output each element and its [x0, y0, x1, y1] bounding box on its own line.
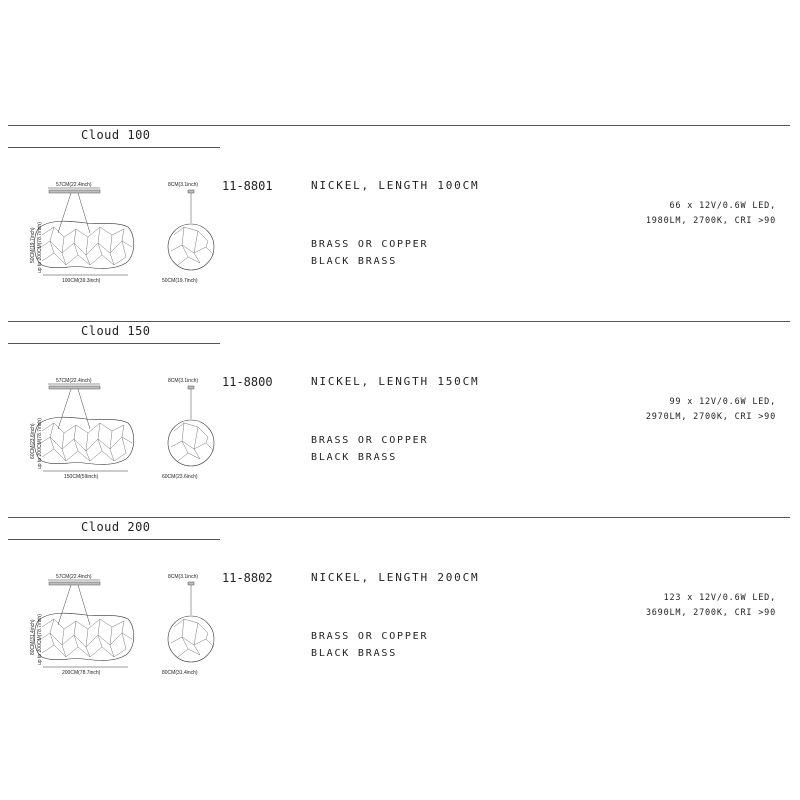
- side-canopy: [188, 190, 194, 193]
- side-globe: [168, 616, 214, 662]
- product-dimension-drawing: [28, 567, 218, 682]
- suspension-cable: [58, 585, 71, 625]
- finish-alt-2: BLACK BRASS: [311, 256, 398, 267]
- product-dimension-drawing: [28, 371, 218, 486]
- product-dimension-drawing: [28, 175, 218, 290]
- canopy-height-label: 8CM(3.1inch): [168, 574, 199, 580]
- section-divider: [8, 321, 790, 322]
- name-underline: [8, 343, 220, 344]
- suspension-cable: [58, 389, 71, 429]
- side-canopy: [188, 386, 194, 389]
- suspension-cable: [78, 585, 90, 625]
- canopy-width-label: 57CM(22.4inch): [56, 574, 92, 580]
- finish-primary: NICKEL, LENGTH 150CM: [311, 375, 480, 388]
- side-view: [162, 574, 214, 676]
- finish-primary: NICKEL, LENGTH 100CM: [311, 179, 480, 192]
- side-globe-mesh: [171, 619, 214, 657]
- canopy: [49, 190, 100, 193]
- height-label: 50CM(19.7inch): [30, 227, 36, 263]
- front-view: [30, 182, 134, 284]
- cable-label: up to 200CM(78.7inch): [37, 614, 43, 665]
- height-label: 80CM(31.4inch): [30, 619, 36, 655]
- finish-primary: NICKEL, LENGTH 200CM: [311, 571, 480, 584]
- spec-line-1: 99 x 12V/0.6W LED,: [669, 397, 776, 407]
- side-canopy: [188, 582, 194, 585]
- product-section-cloud-200: [0, 517, 800, 713]
- cable-label: up to 200CM(78.7inch): [37, 418, 43, 469]
- side-globe-mesh: [171, 227, 214, 265]
- suspension-cable: [58, 193, 71, 233]
- length-label: 100CM(39.3inch): [62, 278, 101, 284]
- cable-label: up to 200CM(78.7inch): [37, 222, 43, 273]
- length-label: 150CM(59inch): [64, 474, 99, 480]
- spec-line-2: 2970LM, 2700K, CRI >90: [645, 412, 776, 422]
- cloud-luminaire: [34, 613, 134, 660]
- length-label: 200CM(78.7inch): [62, 670, 101, 676]
- name-underline: [8, 539, 220, 540]
- product-code: 11-8800: [222, 375, 273, 389]
- canopy-height-label: 8CM(3.1inch): [168, 182, 199, 188]
- diameter-label: 50CM(19.7inch): [162, 278, 198, 284]
- side-globe-mesh: [171, 423, 214, 461]
- finish-alt-2: BLACK BRASS: [311, 648, 398, 659]
- product-code: 11-8801: [222, 179, 273, 193]
- side-view: [162, 378, 214, 480]
- cloud-luminaire: [34, 417, 134, 464]
- spec-line-1: 66 x 12V/0.6W LED,: [669, 201, 776, 211]
- section-divider: [8, 125, 790, 126]
- section-divider: [8, 517, 790, 518]
- name-underline: [8, 147, 220, 148]
- side-globe: [168, 224, 214, 270]
- product-section-cloud-150: [0, 321, 800, 517]
- finish-alt-1: BRASS OR COPPER: [311, 435, 429, 446]
- canopy: [49, 386, 100, 389]
- spec-line-2: 1980LM, 2700K, CRI >90: [645, 216, 776, 226]
- height-label: 60CM(23.6inch): [30, 423, 36, 459]
- product-section-cloud-100: [0, 125, 800, 321]
- product-code: 11-8802: [222, 571, 273, 585]
- suspension-cable: [78, 193, 90, 233]
- spec-line-2: 3690LM, 2700K, CRI >90: [645, 608, 776, 618]
- product-name: Cloud 150: [81, 324, 151, 338]
- cloud-mesh: [38, 423, 132, 461]
- suspension-cable: [78, 389, 90, 429]
- canopy-width-label: 57CM(22.4inch): [56, 182, 92, 188]
- product-name: Cloud 200: [81, 520, 151, 534]
- canopy: [49, 582, 100, 585]
- canopy-height-label: 8CM(3.1inch): [168, 378, 199, 384]
- cloud-mesh: [38, 227, 132, 265]
- side-globe: [168, 420, 214, 466]
- front-view: [30, 574, 134, 676]
- diameter-label: 80CM(31.4inch): [162, 670, 198, 676]
- finish-alt-1: BRASS OR COPPER: [311, 239, 429, 250]
- finish-alt-2: BLACK BRASS: [311, 452, 398, 463]
- cloud-luminaire: [34, 221, 134, 268]
- spec-line-1: 123 x 12V/0.6W LED,: [663, 593, 776, 603]
- side-view: [162, 182, 214, 284]
- front-view: [30, 378, 134, 480]
- product-name: Cloud 100: [81, 128, 151, 142]
- canopy-width-label: 57CM(22.4inch): [56, 378, 92, 384]
- finish-alt-1: BRASS OR COPPER: [311, 631, 429, 642]
- cloud-mesh: [38, 619, 132, 657]
- diameter-label: 60CM(23.6inch): [162, 474, 198, 480]
